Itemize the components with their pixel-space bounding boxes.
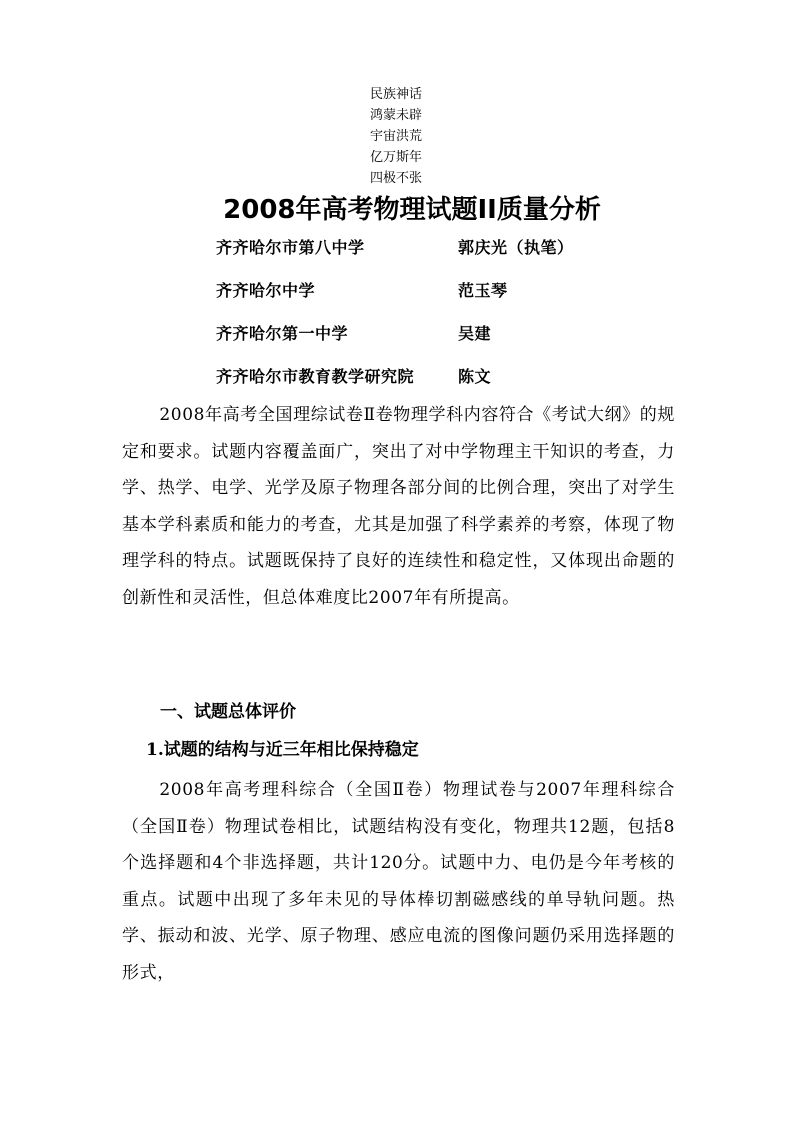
author-name: 吴建 <box>458 324 492 343</box>
author-school: 齐齐哈尔市第八中学 <box>216 238 365 257</box>
author-name: 郭庆光（执笔） <box>458 238 574 257</box>
author-school: 齐齐哈尔中学 <box>216 281 316 300</box>
author-list <box>216 232 636 404</box>
intro-section <box>122 397 675 617</box>
author-school: 齐齐哈尔第一中学 <box>216 324 349 343</box>
poem-line: 宇宙洪荒 <box>370 129 423 144</box>
document-title: 2008年高考物理试题II质量分析 <box>223 195 601 225</box>
section-heading: 一、试题总体评价 <box>160 702 296 722</box>
poem-line: 四极不张 <box>370 171 423 186</box>
author-name: 陈文 <box>458 367 492 386</box>
subsection-paragraph: 2008年高考理科综合（全国Ⅱ卷）物理试卷与2007年理科综合（全国Ⅱ卷）物理试卷相比，试题结构没有变化，物理共12题，包括8个选择题和4个非选择题，共计120分。试题中力、电仍是今年考核的重点。试题中出现了多年未见的导体棒切割磁感线的单导轨问题。热学、振动和波、光学、原子物理、感应电流的图像问题仍采用选择题的形式， <box>122 780 675 983</box>
subsection-section <box>122 772 675 992</box>
poem-line: 鸿蒙未辟 <box>370 108 423 123</box>
poem-block <box>370 84 490 189</box>
poem-line: 民族神话 <box>370 87 423 102</box>
poem-line: 亿万斯年 <box>370 150 423 165</box>
author-name: 范玉琴 <box>458 281 508 300</box>
subsection-heading: 1.试题的结构与近三年相比保持稳定 <box>146 740 419 760</box>
author-row <box>216 232 636 275</box>
intro-paragraph: 2008年高考全国理综试卷Ⅱ卷物理学科内容符合《考试大纲》的规定和要求。试题内容覆盖面广，突出了对中学物理主干知识的考查，力学、热学、电学、光学及原子物理各部分间的比例合理，突出了对学生基本学科素质和能力的考查，尤其是加强了科学素养的考察，体现了物理学科的特点。试题既保持了良好的连续性和稳定性，又体现出命题的创新性和灵活性，但总体难度比2007年有所提高。 <box>122 405 675 608</box>
author-row <box>216 318 636 361</box>
author-row <box>216 275 636 318</box>
author-school: 齐齐哈尔市教育教学研究院 <box>216 367 415 386</box>
